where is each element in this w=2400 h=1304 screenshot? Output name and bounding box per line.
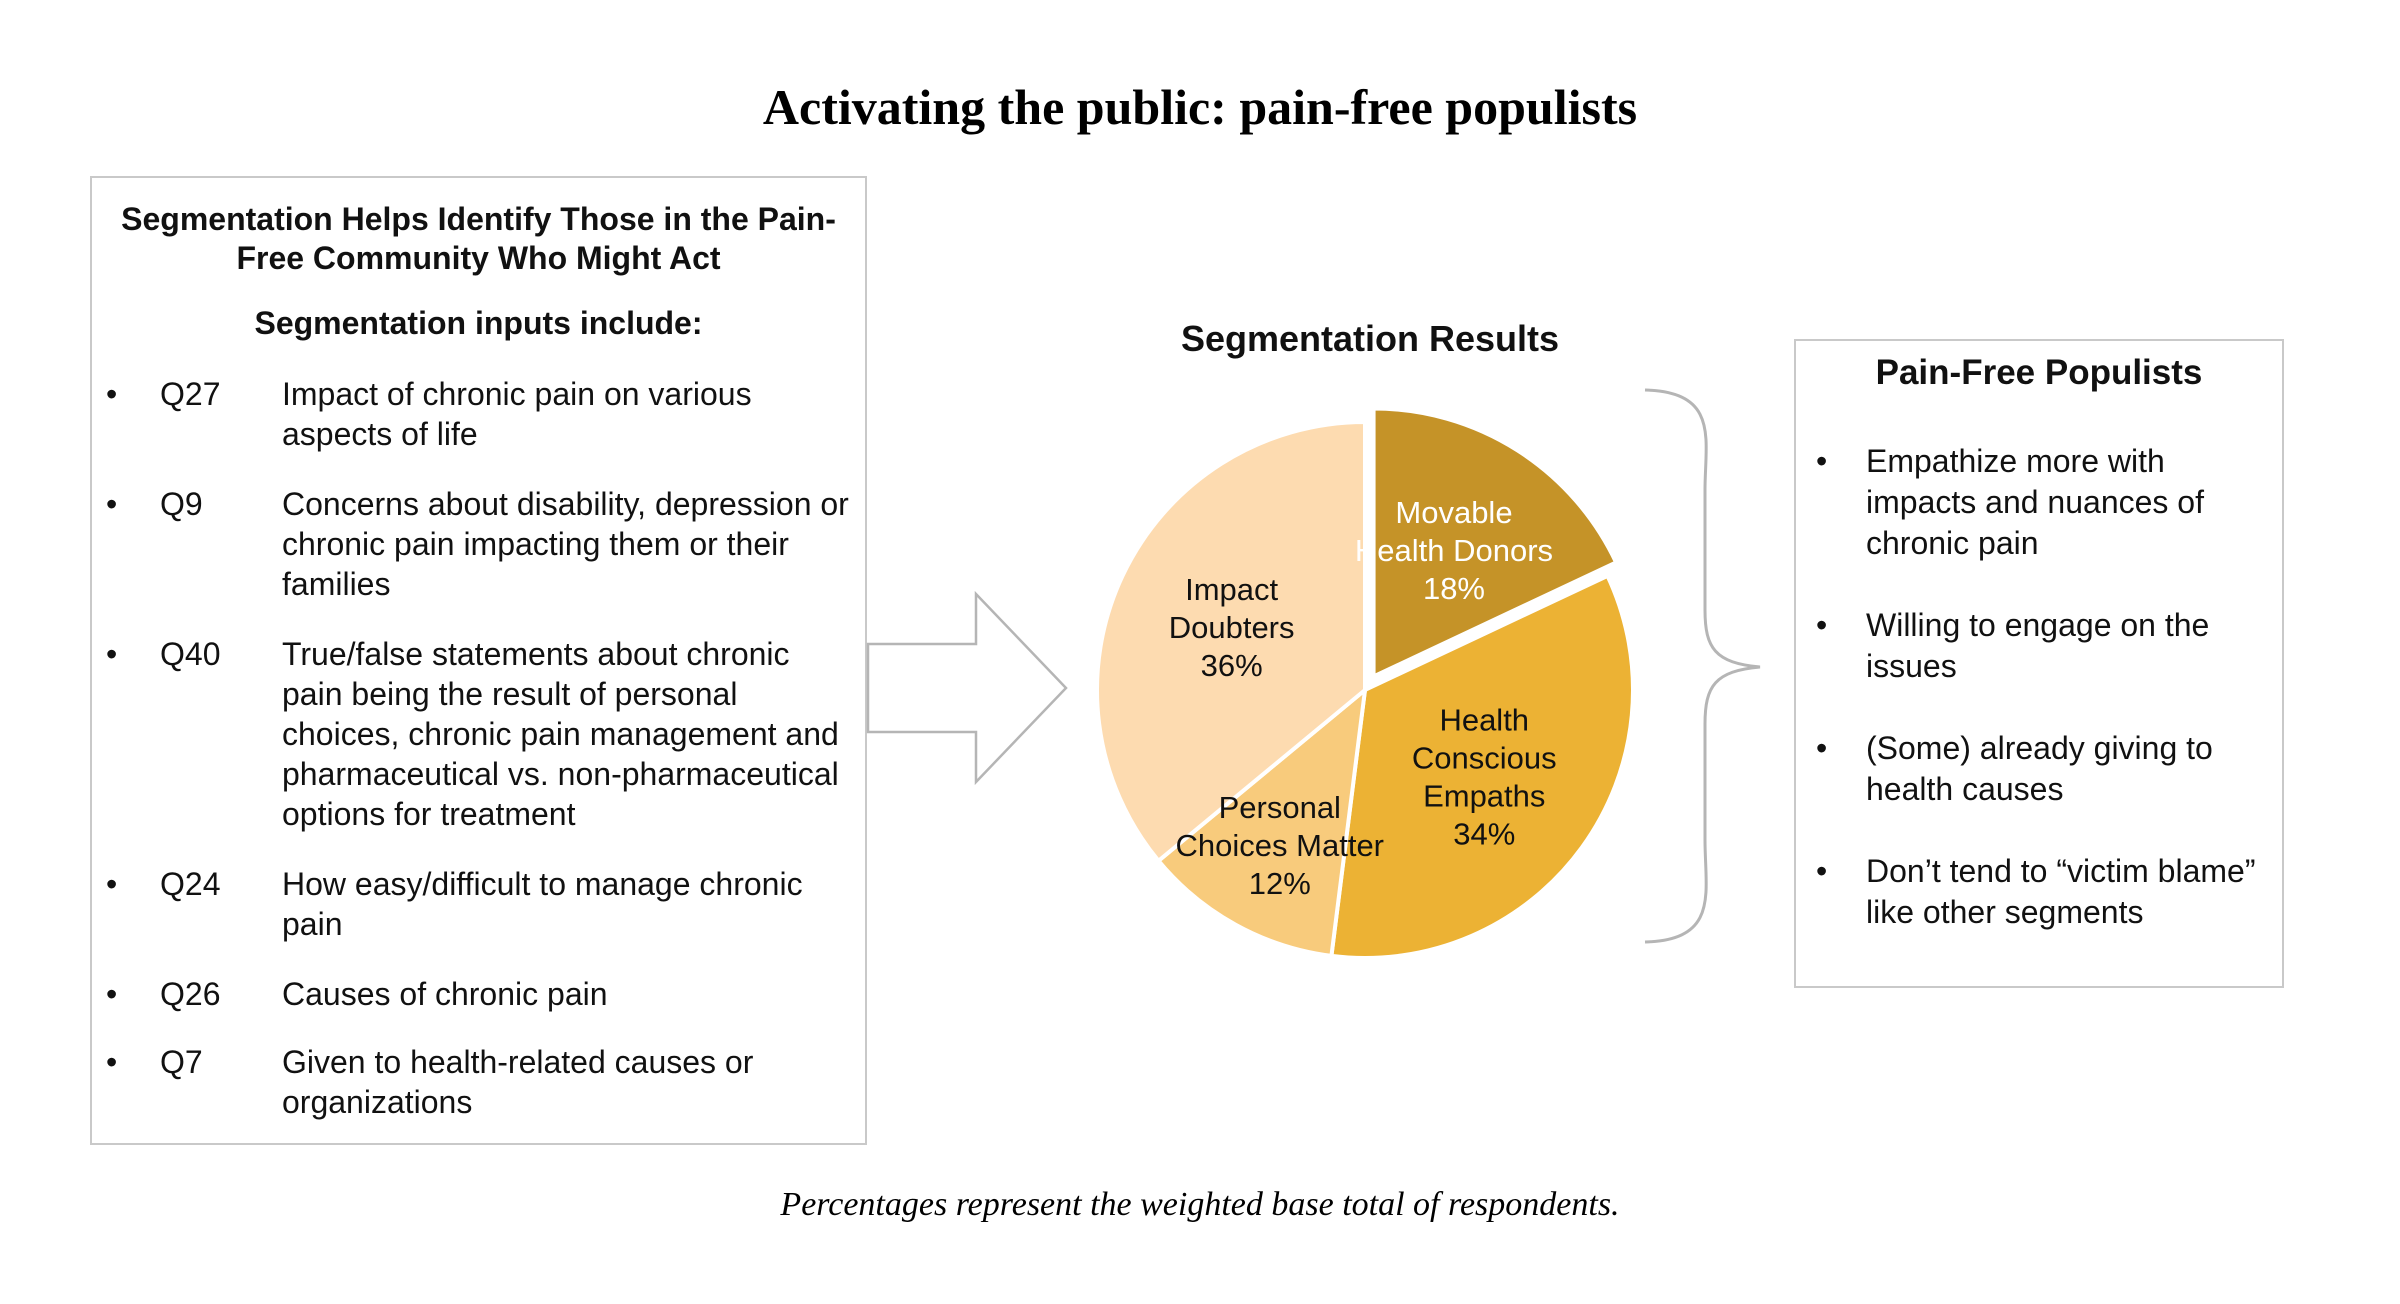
- list-item-text: Willing to engage on the issues: [1866, 607, 2210, 684]
- list-item-text: (Some) already giving to health causes: [1866, 730, 2213, 807]
- pain-free-populists-panel: [1794, 339, 2284, 988]
- segmentation-inputs-panel: [90, 176, 867, 1145]
- question-text: How easy/difficult to manage chronic pain: [282, 866, 803, 942]
- list-item-text: Don’t tend to “victim blame” like other segments: [1866, 853, 2256, 930]
- data-label: Health Conscious Empaths 34%: [1411, 702, 1557, 852]
- question-text: Impact of chronic pain on various aspects of life: [282, 376, 752, 452]
- bullet: •: [1816, 443, 1828, 479]
- question-text: Given to health-related causes or organizations: [282, 1044, 754, 1120]
- chart-title: Segmentation Results: [1180, 318, 1560, 359]
- question-code: Q40: [160, 636, 221, 672]
- question-code: Q26: [160, 976, 221, 1012]
- bullet: •: [106, 976, 118, 1012]
- question-text: True/false statements about chronic pain being the result of personal choices, chronic pain management and pharmaceutical vs. non-pharmaceutical options for treatment: [282, 636, 839, 832]
- segmentation-pie-chart: [1080, 400, 1660, 980]
- bullet: •: [106, 636, 118, 672]
- bullet: •: [106, 866, 118, 902]
- panel-title: Pain-Free Populists: [1875, 353, 2203, 392]
- question-text: Concerns about disability, depression or chronic pain impacting them or their families: [282, 486, 849, 602]
- right-arrow-icon: [860, 588, 1080, 788]
- data-label: Movable Health Donors 18%: [1354, 494, 1554, 606]
- question-code: Q27: [160, 376, 221, 412]
- data-label: Impact Doubters 36%: [1168, 572, 1295, 684]
- footnote: Percentages represent the weighted base total of respondents.: [780, 1186, 1620, 1223]
- bullet: •: [106, 1044, 118, 1080]
- panel-heading: Segmentation Helps Identify Those in the Pain-Free Community Who Might Act: [121, 201, 836, 276]
- right-brace-icon: [1630, 380, 1780, 960]
- page-title: Activating the public: pain-free populists: [762, 79, 1638, 135]
- question-code: Q9: [160, 486, 203, 522]
- bullet: •: [1816, 607, 1828, 643]
- bullet: •: [1816, 730, 1828, 766]
- question-code: Q24: [160, 866, 221, 902]
- panel-subheading: Segmentation inputs include:: [254, 305, 703, 341]
- question-code: Q7: [160, 1044, 203, 1080]
- bullet: •: [106, 376, 118, 412]
- data-label: Personal Choices Matter 12%: [1175, 790, 1385, 902]
- list-item-text: Empathize more with impacts and nuances of chronic pain: [1866, 443, 2204, 561]
- question-text: Causes of chronic pain: [282, 976, 608, 1012]
- bullet: •: [106, 486, 118, 522]
- bullet: •: [1816, 853, 1828, 889]
